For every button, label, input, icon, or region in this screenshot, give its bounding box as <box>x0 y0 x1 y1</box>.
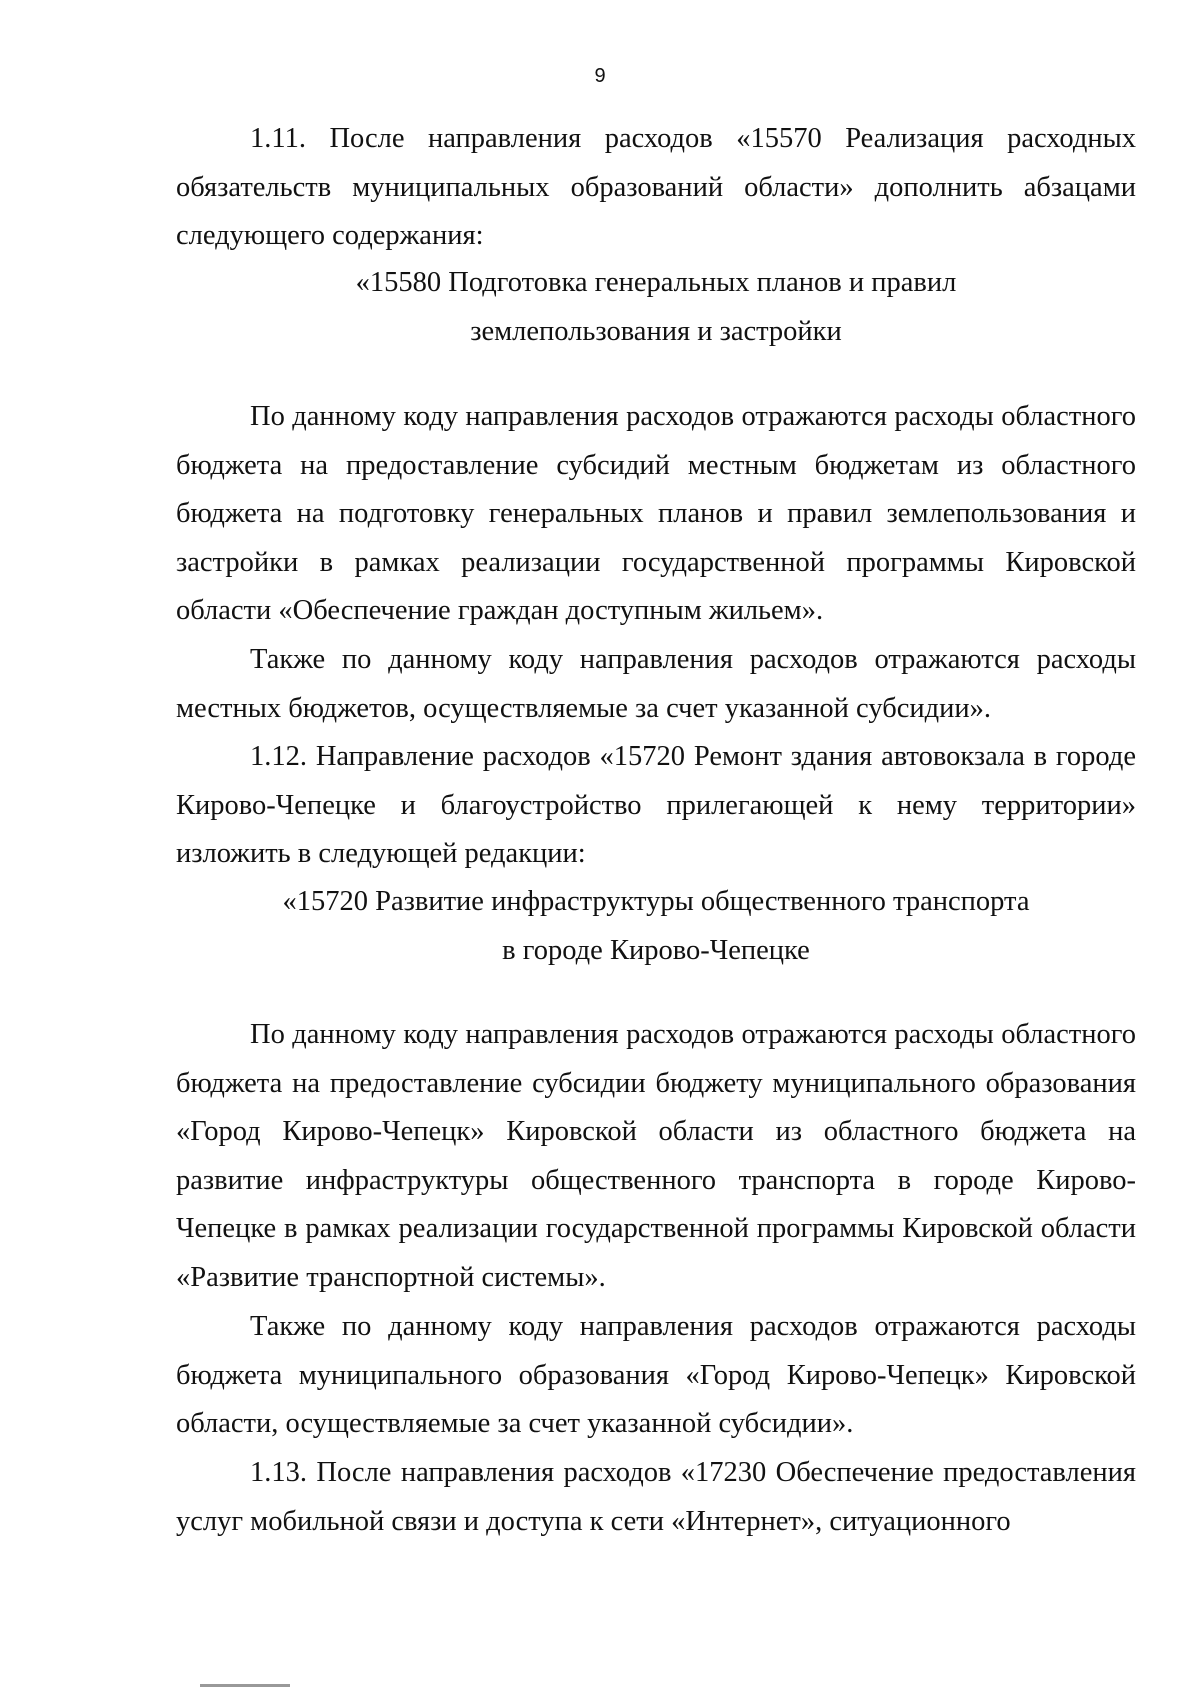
section-1-12-intro: 1.12. Направление расходов «15720 Ремонт здания автовокзала в городе Кирово-Чепецке и благоустройство прилегающей к нему территории» изложить в следующей редакции: <box>176 741 1136 869</box>
section-1-13-intro: 1.13. После направления расходов «17230 Обеспечение предоставления услуг мобильной связи и доступа к сети «Интернет», ситуационного <box>176 1457 1136 1537</box>
section-1-11-paragraph: По данному коду направления расходов отражаются расходы областного бюджета на предоставление субсидий местным бюджетам из областного бюджета на подготовку генеральных планов и правил землепользования и застройки в рамках реализации государственной программы Кировской области «Обеспечение граждан доступным жильем». <box>176 401 1136 626</box>
heading-line: «15720 Развитие инфраструктуры общественного транспорта <box>282 886 1030 917</box>
page-number: 9 <box>594 65 606 87</box>
heading-line: землепользования и застройки <box>470 315 842 347</box>
section-1-12-paragraph: Также по данному коду направления расходов отражаются расходы бюджета муниципального образования «Город Кирово-Чепецк» Кировской области, осуществляемые за счет указанной субсидии». <box>176 1311 1136 1439</box>
section-1-12-paragraph: По данному коду направления расходов отражаются расходы областного бюджета на предоставление субсидии бюджету муниципального образования «Город Кирово-Чепецк» Кировской области из областного бюджета на развитие инфраструктуры общественного транспорта в городе Кирово-Чепецке в рамках реализации государственной программы Кировской области «Развитие транспортной системы». <box>176 1019 1136 1293</box>
section-1-11-intro: 1.11. После направления расходов «15570 Реализация расходных обязательств муниципальных образований области» дополнить абзацами следующего содержания: <box>176 123 1136 251</box>
scan-artifact <box>200 1684 290 1687</box>
heading-line: «15580 Подготовка генеральных планов и правил <box>355 267 957 298</box>
heading-line: в городе Кирово-Чепецке <box>502 934 810 966</box>
section-1-11-heading <box>176 259 1136 356</box>
section-1-12-heading <box>176 878 1136 975</box>
section-1-11-paragraph: Также по данному коду направления расходов отражаются расходы местных бюджетов, осуществляемые за счет указанной субсидии». <box>176 644 1136 724</box>
